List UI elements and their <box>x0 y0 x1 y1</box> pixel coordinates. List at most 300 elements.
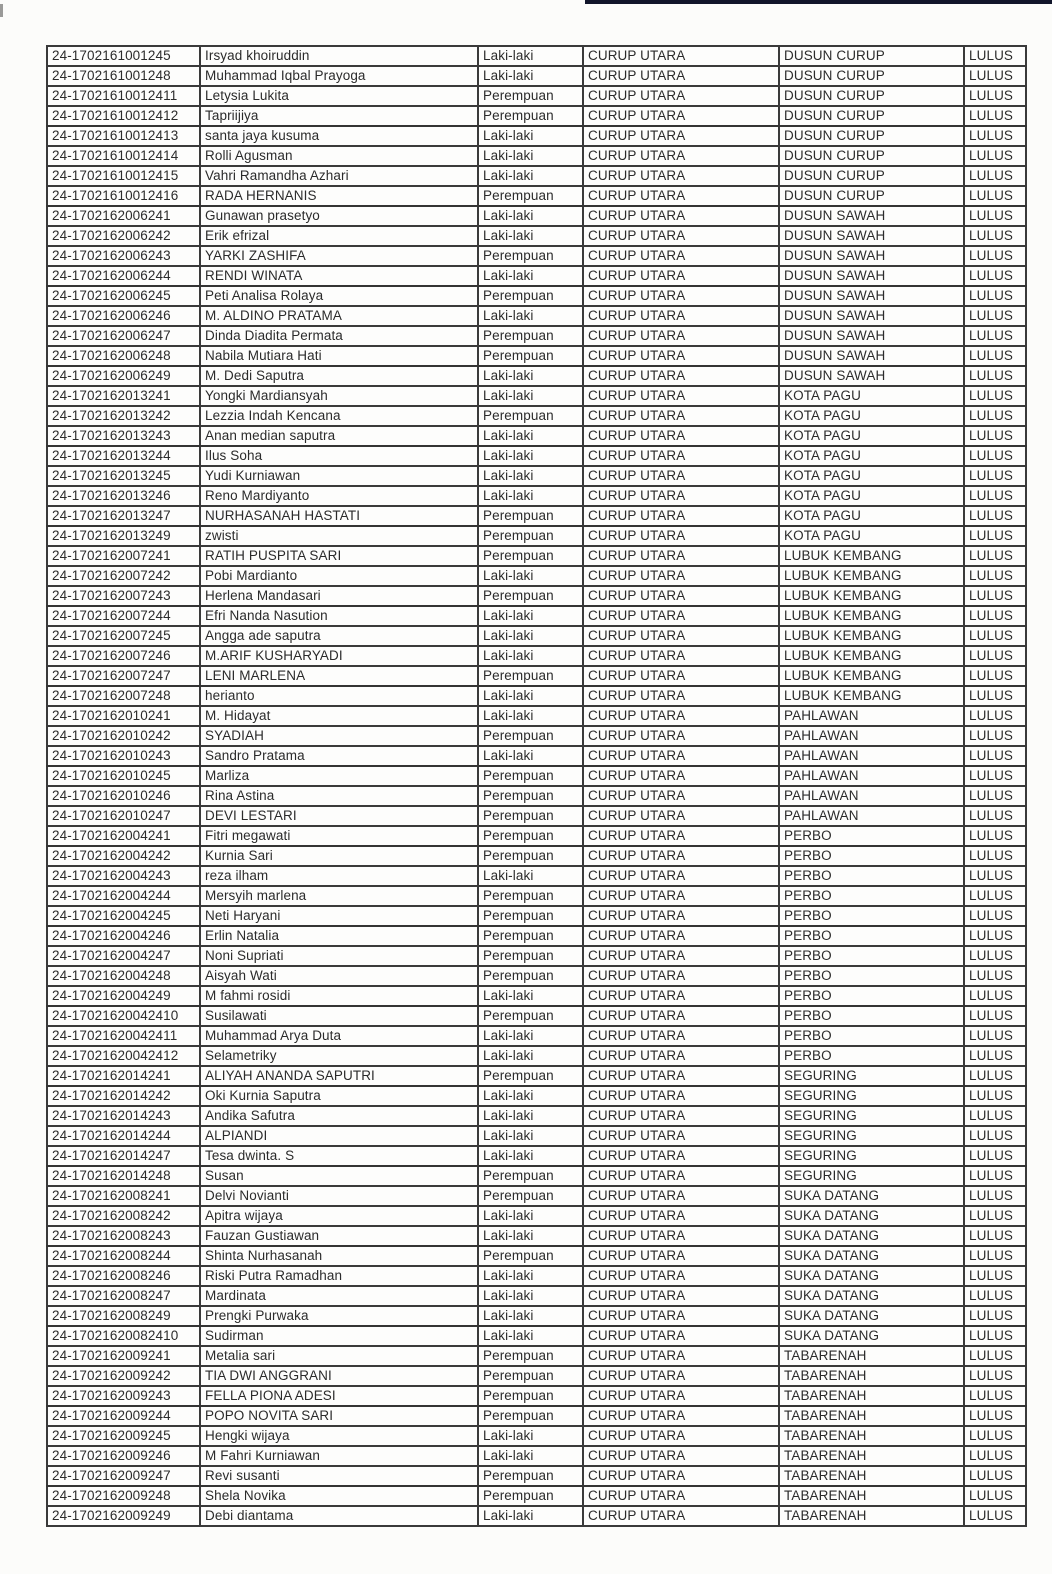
gender-cell: Laki-laki <box>478 266 583 286</box>
village-cell: PERBO <box>779 986 964 1006</box>
gender-cell: Perempuan <box>478 1466 583 1486</box>
district-cell: CURUP UTARA <box>583 346 779 366</box>
status-cell: LULUS <box>964 106 1026 126</box>
gender-cell: Laki-laki <box>478 1266 583 1286</box>
registration-id-cell: 24-1702162013242 <box>47 406 200 426</box>
table-row <box>47 1146 1026 1166</box>
district-cell: CURUP UTARA <box>583 606 779 626</box>
village-cell: SUKA DATANG <box>779 1326 964 1346</box>
name-cell: Fitri megawati <box>200 826 478 846</box>
results-table-body <box>47 46 1026 1526</box>
name-cell: Selametriky <box>200 1046 478 1066</box>
name-cell: Herlena Mandasari <box>200 586 478 606</box>
status-cell: LULUS <box>964 1126 1026 1146</box>
gender-cell: Laki-laki <box>478 686 583 706</box>
name-cell: Mardinata <box>200 1286 478 1306</box>
gender-cell: Laki-laki <box>478 46 583 66</box>
village-cell: PERBO <box>779 826 964 846</box>
village-cell: LUBUK KEMBANG <box>779 646 964 666</box>
district-cell: CURUP UTARA <box>583 1086 779 1106</box>
gender-cell: Perempuan <box>478 1066 583 1086</box>
table-row <box>47 906 1026 926</box>
status-cell: LULUS <box>964 1346 1026 1366</box>
gender-cell: Laki-laki <box>478 366 583 386</box>
registration-id-cell: 24-1702162009248 <box>47 1486 200 1506</box>
gender-cell: Perempuan <box>478 406 583 426</box>
name-cell: Revi susanti <box>200 1466 478 1486</box>
table-row <box>47 1006 1026 1026</box>
registration-id-cell: 24-1702162004245 <box>47 906 200 926</box>
table-row <box>47 406 1026 426</box>
registration-id-cell: 24-1702162006242 <box>47 226 200 246</box>
village-cell: TABARENAH <box>779 1366 964 1386</box>
gender-cell: Laki-laki <box>478 1306 583 1326</box>
district-cell: CURUP UTARA <box>583 146 779 166</box>
gender-cell: Perempuan <box>478 246 583 266</box>
status-cell: LULUS <box>964 186 1026 206</box>
gender-cell: Perempuan <box>478 106 583 126</box>
status-cell: LULUS <box>964 1306 1026 1326</box>
district-cell: CURUP UTARA <box>583 226 779 246</box>
name-cell: Nabila Mutiara Hati <box>200 346 478 366</box>
village-cell: PERBO <box>779 866 964 886</box>
registration-id-cell: 24-1702162009247 <box>47 1466 200 1486</box>
status-cell: LULUS <box>964 846 1026 866</box>
gender-cell: Laki-laki <box>478 1226 583 1246</box>
table-row <box>47 166 1026 186</box>
district-cell: CURUP UTARA <box>583 1026 779 1046</box>
status-cell: LULUS <box>964 1366 1026 1386</box>
table-row <box>47 1306 1026 1326</box>
gender-cell: Perempuan <box>478 586 583 606</box>
gender-cell: Perempuan <box>478 726 583 746</box>
name-cell: Oki Kurnia Saputra <box>200 1086 478 1106</box>
gender-cell: Laki-laki <box>478 1326 583 1346</box>
registration-id-cell: 24-17021610012414 <box>47 146 200 166</box>
status-cell: LULUS <box>964 1186 1026 1206</box>
gender-cell: Laki-laki <box>478 66 583 86</box>
registration-id-cell: 24-1702162007244 <box>47 606 200 626</box>
name-cell: Hengki wijaya <box>200 1426 478 1446</box>
gender-cell: Perempuan <box>478 1006 583 1026</box>
district-cell: CURUP UTARA <box>583 486 779 506</box>
registration-id-cell: 24-1702162006245 <box>47 286 200 306</box>
registration-id-cell: 24-1702162009244 <box>47 1406 200 1426</box>
district-cell: CURUP UTARA <box>583 86 779 106</box>
district-cell: CURUP UTARA <box>583 746 779 766</box>
district-cell: CURUP UTARA <box>583 406 779 426</box>
status-cell: LULUS <box>964 126 1026 146</box>
name-cell: Neti Haryani <box>200 906 478 926</box>
name-cell: Vahri Ramandha Azhari <box>200 166 478 186</box>
registration-id-cell: 24-17021610012413 <box>47 126 200 146</box>
status-cell: LULUS <box>964 1026 1026 1046</box>
name-cell: Mersyih marlena <box>200 886 478 906</box>
district-cell: CURUP UTARA <box>583 566 779 586</box>
status-cell: LULUS <box>964 866 1026 886</box>
status-cell: LULUS <box>964 286 1026 306</box>
name-cell: Yudi Kurniawan <box>200 466 478 486</box>
status-cell: LULUS <box>964 726 1026 746</box>
district-cell: CURUP UTARA <box>583 666 779 686</box>
registration-id-cell: 24-17021610012412 <box>47 106 200 126</box>
district-cell: CURUP UTARA <box>583 186 779 206</box>
village-cell: PERBO <box>779 906 964 926</box>
registration-id-cell: 24-17021620082410 <box>47 1326 200 1346</box>
village-cell: PAHLAWAN <box>779 766 964 786</box>
gender-cell: Laki-laki <box>478 606 583 626</box>
registration-id-cell: 24-1702162014244 <box>47 1126 200 1146</box>
status-cell: LULUS <box>964 526 1026 546</box>
status-cell: LULUS <box>964 66 1026 86</box>
status-cell: LULUS <box>964 1166 1026 1186</box>
registration-id-cell: 24-1702162007241 <box>47 546 200 566</box>
status-cell: LULUS <box>964 1446 1026 1466</box>
village-cell: PERBO <box>779 886 964 906</box>
table-row <box>47 1446 1026 1466</box>
village-cell: LUBUK KEMBANG <box>779 666 964 686</box>
status-cell: LULUS <box>964 246 1026 266</box>
village-cell: KOTA PAGU <box>779 446 964 466</box>
name-cell: Gunawan prasetyo <box>200 206 478 226</box>
name-cell: Debi diantama <box>200 1506 478 1526</box>
village-cell: DUSUN SAWAH <box>779 326 964 346</box>
gender-cell: Laki-laki <box>478 166 583 186</box>
district-cell: CURUP UTARA <box>583 1286 779 1306</box>
table-row <box>47 586 1026 606</box>
gender-cell: Laki-laki <box>478 306 583 326</box>
district-cell: CURUP UTARA <box>583 726 779 746</box>
table-row <box>47 386 1026 406</box>
district-cell: CURUP UTARA <box>583 1186 779 1206</box>
gender-cell: Perempuan <box>478 546 583 566</box>
district-cell: CURUP UTARA <box>583 1206 779 1226</box>
gender-cell: Laki-laki <box>478 566 583 586</box>
gender-cell: Perempuan <box>478 1346 583 1366</box>
gender-cell: Perempuan <box>478 786 583 806</box>
registration-id-cell: 24-1702162007247 <box>47 666 200 686</box>
registration-id-cell: 24-1702162010242 <box>47 726 200 746</box>
status-cell: LULUS <box>964 686 1026 706</box>
table-row <box>47 566 1026 586</box>
village-cell: KOTA PAGU <box>779 406 964 426</box>
status-cell: LULUS <box>964 986 1026 1006</box>
registration-id-cell: 24-1702162008242 <box>47 1206 200 1226</box>
gender-cell: Laki-laki <box>478 1506 583 1526</box>
village-cell: KOTA PAGU <box>779 466 964 486</box>
table-row <box>47 346 1026 366</box>
gender-cell: Perempuan <box>478 346 583 366</box>
registration-id-cell: 24-1702162006249 <box>47 366 200 386</box>
name-cell: RATIH PUSPITA SARI <box>200 546 478 566</box>
village-cell: DUSUN SAWAH <box>779 346 964 366</box>
table-row <box>47 286 1026 306</box>
table-row <box>47 1486 1026 1506</box>
registration-id-cell: 24-1702162004242 <box>47 846 200 866</box>
district-cell: CURUP UTARA <box>583 286 779 306</box>
name-cell: santa jaya kusuma <box>200 126 478 146</box>
registration-id-cell: 24-1702162013243 <box>47 426 200 446</box>
village-cell: SEGURING <box>779 1166 964 1186</box>
table-row <box>47 486 1026 506</box>
table-row <box>47 506 1026 526</box>
table-row <box>47 526 1026 546</box>
name-cell: Apitra wijaya <box>200 1206 478 1226</box>
table-row <box>47 766 1026 786</box>
table-row <box>47 1026 1026 1046</box>
table-row <box>47 206 1026 226</box>
status-cell: LULUS <box>964 166 1026 186</box>
village-cell: SUKA DATANG <box>779 1186 964 1206</box>
name-cell: SYADIAH <box>200 726 478 746</box>
village-cell: SUKA DATANG <box>779 1306 964 1326</box>
name-cell: ALPIANDI <box>200 1126 478 1146</box>
registration-id-cell: 24-1702162006241 <box>47 206 200 226</box>
district-cell: CURUP UTARA <box>583 1486 779 1506</box>
registration-id-cell: 24-1702162010245 <box>47 766 200 786</box>
district-cell: CURUP UTARA <box>583 846 779 866</box>
village-cell: SUKA DATANG <box>779 1286 964 1306</box>
registration-id-cell: 24-1702162013245 <box>47 466 200 486</box>
registration-id-cell: 24-1702162004247 <box>47 946 200 966</box>
district-cell: CURUP UTARA <box>583 1106 779 1126</box>
registration-id-cell: 24-1702162013246 <box>47 486 200 506</box>
table-row <box>47 1506 1026 1526</box>
name-cell: Irsyad khoiruddin <box>200 46 478 66</box>
village-cell: PAHLAWAN <box>779 786 964 806</box>
table-row <box>47 1426 1026 1446</box>
status-cell: LULUS <box>964 1086 1026 1106</box>
village-cell: TABARENAH <box>779 1446 964 1466</box>
village-cell: DUSUN CURUP <box>779 146 964 166</box>
gender-cell: Laki-laki <box>478 1126 583 1146</box>
village-cell: LUBUK KEMBANG <box>779 626 964 646</box>
gender-cell: Laki-laki <box>478 626 583 646</box>
gender-cell: Perempuan <box>478 1486 583 1506</box>
registration-id-cell: 24-1702162013244 <box>47 446 200 466</box>
gender-cell: Laki-laki <box>478 146 583 166</box>
district-cell: CURUP UTARA <box>583 1466 779 1486</box>
district-cell: CURUP UTARA <box>583 1166 779 1186</box>
table-row <box>47 1406 1026 1426</box>
name-cell: Fauzan Gustiawan <box>200 1226 478 1246</box>
gender-cell: Laki-laki <box>478 426 583 446</box>
district-cell: CURUP UTARA <box>583 166 779 186</box>
name-cell: Prengki Purwaka <box>200 1306 478 1326</box>
district-cell: CURUP UTARA <box>583 326 779 346</box>
village-cell: SEGURING <box>779 1106 964 1126</box>
name-cell: RENDI WINATA <box>200 266 478 286</box>
table-row <box>47 66 1026 86</box>
table-row <box>47 826 1026 846</box>
table-row <box>47 606 1026 626</box>
district-cell: CURUP UTARA <box>583 1346 779 1366</box>
registration-id-cell: 24-1702161001248 <box>47 66 200 86</box>
district-cell: CURUP UTARA <box>583 266 779 286</box>
status-cell: LULUS <box>964 1066 1026 1086</box>
status-cell: LULUS <box>964 926 1026 946</box>
gender-cell: Laki-laki <box>478 1446 583 1466</box>
gender-cell: Perempuan <box>478 766 583 786</box>
village-cell: SEGURING <box>779 1126 964 1146</box>
status-cell: LULUS <box>964 606 1026 626</box>
district-cell: CURUP UTARA <box>583 386 779 406</box>
registration-id-cell: 24-1702162006247 <box>47 326 200 346</box>
gender-cell: Perempuan <box>478 926 583 946</box>
status-cell: LULUS <box>964 586 1026 606</box>
status-cell: LULUS <box>964 366 1026 386</box>
registration-id-cell: 24-1702162008243 <box>47 1226 200 1246</box>
district-cell: CURUP UTARA <box>583 1006 779 1026</box>
status-cell: LULUS <box>964 426 1026 446</box>
status-cell: LULUS <box>964 266 1026 286</box>
village-cell: PERBO <box>779 846 964 866</box>
name-cell: Pobi Mardianto <box>200 566 478 586</box>
status-cell: LULUS <box>964 86 1026 106</box>
district-cell: CURUP UTARA <box>583 366 779 386</box>
name-cell: POPO NOVITA SARI <box>200 1406 478 1426</box>
village-cell: TABARENAH <box>779 1406 964 1426</box>
table-row <box>47 446 1026 466</box>
status-cell: LULUS <box>964 706 1026 726</box>
district-cell: CURUP UTARA <box>583 46 779 66</box>
gender-cell: Laki-laki <box>478 446 583 466</box>
table-row <box>47 1226 1026 1246</box>
village-cell: PERBO <box>779 926 964 946</box>
village-cell: TABARENAH <box>779 1486 964 1506</box>
village-cell: SUKA DATANG <box>779 1226 964 1246</box>
name-cell: Noni Supriati <box>200 946 478 966</box>
name-cell: Aisyah Wati <box>200 966 478 986</box>
status-cell: LULUS <box>964 666 1026 686</box>
district-cell: CURUP UTARA <box>583 126 779 146</box>
district-cell: CURUP UTARA <box>583 1046 779 1066</box>
gender-cell: Perempuan <box>478 1166 583 1186</box>
status-cell: LULUS <box>964 346 1026 366</box>
village-cell: PAHLAWAN <box>779 726 964 746</box>
registration-id-cell: 24-1702162009249 <box>47 1506 200 1526</box>
registration-id-cell: 24-1702162009242 <box>47 1366 200 1386</box>
name-cell: LENI MARLENA <box>200 666 478 686</box>
village-cell: TABARENAH <box>779 1506 964 1526</box>
name-cell: Shinta Nurhasanah <box>200 1246 478 1266</box>
gender-cell: Laki-laki <box>478 866 583 886</box>
table-row <box>47 1046 1026 1066</box>
district-cell: CURUP UTARA <box>583 246 779 266</box>
table-row <box>47 1246 1026 1266</box>
name-cell: Rolli Agusman <box>200 146 478 166</box>
registration-id-cell: 24-1702162010243 <box>47 746 200 766</box>
name-cell: Muhammad Arya Duta <box>200 1026 478 1046</box>
status-cell: LULUS <box>964 1146 1026 1166</box>
status-cell: LULUS <box>964 966 1026 986</box>
table-row <box>47 1266 1026 1286</box>
district-cell: CURUP UTARA <box>583 1126 779 1146</box>
village-cell: TABARENAH <box>779 1426 964 1446</box>
district-cell: CURUP UTARA <box>583 1146 779 1166</box>
gender-cell: Laki-laki <box>478 1146 583 1166</box>
status-cell: LULUS <box>964 466 1026 486</box>
name-cell: Anan median saputra <box>200 426 478 446</box>
table-row <box>47 146 1026 166</box>
district-cell: CURUP UTARA <box>583 946 779 966</box>
table-row <box>47 946 1026 966</box>
status-cell: LULUS <box>964 1266 1026 1286</box>
district-cell: CURUP UTARA <box>583 1066 779 1086</box>
district-cell: CURUP UTARA <box>583 466 779 486</box>
registration-id-cell: 24-1702162006243 <box>47 246 200 266</box>
village-cell: SUKA DATANG <box>779 1206 964 1226</box>
table-row <box>47 726 1026 746</box>
village-cell: TABARENAH <box>779 1386 964 1406</box>
district-cell: CURUP UTARA <box>583 706 779 726</box>
status-cell: LULUS <box>964 546 1026 566</box>
district-cell: CURUP UTARA <box>583 966 779 986</box>
table-row <box>47 1126 1026 1146</box>
registration-id-cell: 24-1702162008241 <box>47 1186 200 1206</box>
gender-cell: Laki-laki <box>478 646 583 666</box>
name-cell: TIA DWI ANGGRANI <box>200 1366 478 1386</box>
registration-id-cell: 24-1702162007243 <box>47 586 200 606</box>
table-row <box>47 546 1026 566</box>
status-cell: LULUS <box>964 326 1026 346</box>
name-cell: M fahmi rosidi <box>200 986 478 1006</box>
village-cell: DUSUN SAWAH <box>779 266 964 286</box>
table-row <box>47 746 1026 766</box>
table-row <box>47 786 1026 806</box>
table-row <box>47 266 1026 286</box>
registration-id-cell: 24-1702162007246 <box>47 646 200 666</box>
name-cell: Rina Astina <box>200 786 478 806</box>
registration-id-cell: 24-1702162013247 <box>47 506 200 526</box>
district-cell: CURUP UTARA <box>583 626 779 646</box>
table-row <box>47 246 1026 266</box>
gender-cell: Perempuan <box>478 666 583 686</box>
status-cell: LULUS <box>964 1326 1026 1346</box>
village-cell: PERBO <box>779 1046 964 1066</box>
table-row <box>47 106 1026 126</box>
village-cell: SUKA DATANG <box>779 1266 964 1286</box>
table-row <box>47 426 1026 446</box>
table-row <box>47 86 1026 106</box>
status-cell: LULUS <box>964 806 1026 826</box>
registration-id-cell: 24-1702162008249 <box>47 1306 200 1326</box>
status-cell: LULUS <box>964 506 1026 526</box>
registration-id-cell: 24-1702162004243 <box>47 866 200 886</box>
village-cell: KOTA PAGU <box>779 506 964 526</box>
status-cell: LULUS <box>964 446 1026 466</box>
status-cell: LULUS <box>964 406 1026 426</box>
status-cell: LULUS <box>964 1226 1026 1246</box>
name-cell: Shela Novika <box>200 1486 478 1506</box>
table-row <box>47 806 1026 826</box>
name-cell: Sudirman <box>200 1326 478 1346</box>
registration-id-cell: 24-1702162009245 <box>47 1426 200 1446</box>
district-cell: CURUP UTARA <box>583 906 779 926</box>
registration-id-cell: 24-1702162014242 <box>47 1086 200 1106</box>
gender-cell: Perempuan <box>478 1246 583 1266</box>
district-cell: CURUP UTARA <box>583 106 779 126</box>
registration-id-cell: 24-1702162008246 <box>47 1266 200 1286</box>
district-cell: CURUP UTARA <box>583 826 779 846</box>
village-cell: DUSUN CURUP <box>779 166 964 186</box>
status-cell: LULUS <box>964 946 1026 966</box>
village-cell: KOTA PAGU <box>779 526 964 546</box>
registration-id-cell: 24-17021620042411 <box>47 1026 200 1046</box>
gender-cell: Perempuan <box>478 946 583 966</box>
registration-id-cell: 24-1702161001245 <box>47 46 200 66</box>
registration-id-cell: 24-1702162014241 <box>47 1066 200 1086</box>
